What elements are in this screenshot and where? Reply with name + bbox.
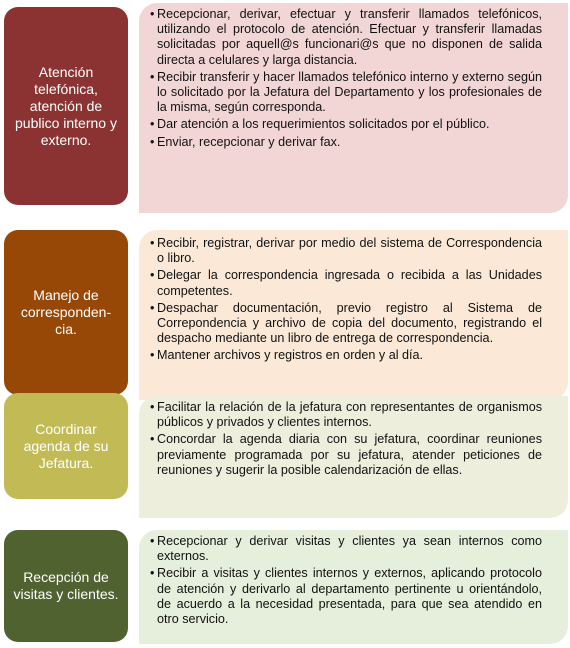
task-item: • Dar atención a los requerimientos solicitados por el público.	[157, 117, 542, 132]
task-item: • Facilitar la relación de la jefatura con representantes de organismos públicos y privados y clientes internos.	[157, 400, 542, 430]
category-label	[4, 530, 128, 642]
task-item: • Despachar documentación, previo registro al Sistema de Correpondencia y archivo de copia del documento, registrando el despacho mediante un libro de entrega de correspondencia.	[157, 301, 542, 347]
task-item: • Concordar la agenda diaria con su jefatura, coordinar reuniones previamente programada por su jefatura, atender peticiones de reuniones y sugerir la posible calendarización de ellas.	[157, 432, 542, 478]
category-label	[4, 7, 128, 205]
task-list-box	[139, 230, 568, 400]
category-label	[4, 393, 128, 499]
category-label-text: Manejo de corresponden- cia.	[20, 287, 112, 337]
task-item: • Recibir, registrar, derivar por medio del sistema de Correspondencia o libro.	[157, 236, 542, 266]
task-item: • Mantener archivos y registros en orden y al día.	[157, 348, 542, 363]
category-label	[4, 230, 128, 395]
task-list-box	[139, 3, 568, 213]
category-label-text: Recepción de visitas y clientes.	[13, 569, 119, 602]
task-list	[157, 400, 542, 478]
category-label-text: Atención telefónica, atención de publico interno y externo.	[15, 63, 117, 148]
task-item: • Recepcionar y derivar visitas y clientes ya sean internos como externos.	[157, 534, 542, 564]
task-list	[157, 534, 542, 627]
task-list-box	[139, 396, 568, 518]
task-list	[157, 236, 542, 364]
task-list-box	[139, 530, 568, 644]
task-item: • Recibir a visitas y clientes internos y externos, aplicando protocolo de atención y derivarlo al departamento pertinente u orientándolo, de acuerdo a la necesidad presentada, para que sea atendido en otro servicio.	[157, 566, 542, 627]
task-item: • Enviar, recepcionar y derivar fax.	[157, 135, 542, 150]
task-item: • Recibir transferir y hacer llamados telefónico interno y externo según lo solicitado por la Jefatura del Departamento y los profesionales de la misma, según corresponda.	[157, 70, 542, 116]
category-label-text: Coordinar agenda de su Jefatura.	[23, 420, 109, 471]
task-list	[157, 7, 542, 150]
task-item: • Recepcionar, derivar, efectuar y transferir llamados telefónicos, utilizando el protocolo de atención. Efectuar y transferir llamadas solicitadas por aquell@s funcionari@s que no disponen de salida directa a celulares y larga distancia.	[157, 7, 542, 68]
task-item: • Delegar la correspondencia ingresada o recibida a las Unidades competentes.	[157, 268, 542, 298]
